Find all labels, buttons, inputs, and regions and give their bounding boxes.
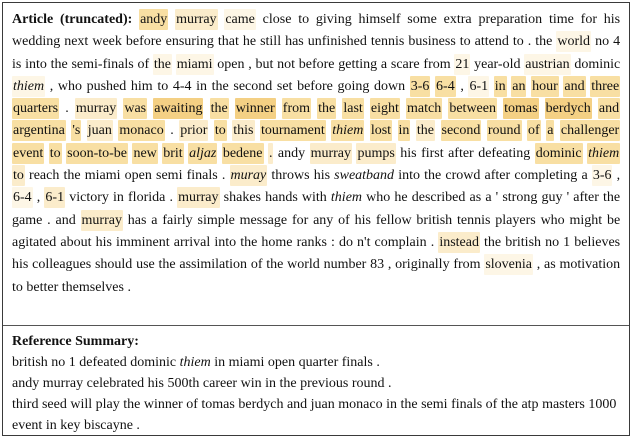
highlighted-token: between <box>448 98 497 119</box>
text-token: better <box>26 279 59 295</box>
text-token: close <box>262 12 292 27</box>
text-token: but <box>255 56 274 72</box>
text-token: fellow <box>375 212 412 228</box>
text-token: themselves <box>61 279 124 295</box>
text-token: miami <box>84 168 121 184</box>
text-token: . <box>169 190 173 206</box>
text-token: open <box>124 168 152 184</box>
summary-section <box>3 326 629 442</box>
text-token: is <box>12 56 22 72</box>
text-token: no <box>545 234 560 250</box>
highlighted-token: new <box>132 143 157 164</box>
text-token: the <box>211 78 229 94</box>
highlighted-token: muray <box>230 165 268 186</box>
highlighted-token: the <box>153 54 172 75</box>
highlighted-token: the <box>210 98 229 119</box>
text-token: going <box>337 78 370 94</box>
highlighted-token: 6-4 <box>12 187 33 208</box>
highlighted-token: and <box>598 98 620 119</box>
highlighted-token: murray <box>75 98 117 119</box>
highlighted-token: last <box>342 98 363 119</box>
text-token: in <box>45 418 57 433</box>
text-token: the <box>279 376 297 391</box>
text-token: into <box>25 56 47 72</box>
text-token: who <box>366 190 391 206</box>
summary-sentence <box>12 352 620 373</box>
text-token: the <box>123 397 141 412</box>
text-token: to <box>12 279 23 295</box>
summary-label: Reference Summary: <box>12 334 139 349</box>
text-token: as <box>469 190 482 206</box>
highlighted-token: miami <box>176 54 214 75</box>
highlighted-token: brit <box>162 143 183 164</box>
highlighted-token: argentina <box>12 120 66 141</box>
text-token: finals <box>451 397 483 412</box>
highlighted-token: 21 <box>454 54 470 75</box>
text-token: from <box>423 56 451 72</box>
text-token: should <box>94 257 133 273</box>
text-token: he <box>394 190 408 206</box>
highlighted-token: was <box>123 98 147 119</box>
text-token: his <box>354 212 371 228</box>
text-token: about <box>60 234 92 250</box>
text-token: victory <box>69 190 109 206</box>
text-token: career <box>202 376 238 391</box>
text-token: down <box>373 78 406 94</box>
highlighted-token: to <box>214 120 227 141</box>
highlighted-token: 's <box>71 120 81 141</box>
text-token: time <box>548 12 574 27</box>
highlighted-token: murray <box>177 187 219 208</box>
text-token: 1000 <box>588 397 617 412</box>
text-token: getting <box>338 56 378 72</box>
text-token: his <box>400 145 417 161</box>
highlighted-token: event <box>12 143 44 164</box>
text-token: key <box>60 418 81 433</box>
highlighted-token: . <box>268 143 274 164</box>
text-token: . <box>170 123 174 139</box>
text-token: quarter <box>298 355 339 370</box>
text-token: his <box>12 257 29 273</box>
text-token: his <box>313 168 331 184</box>
text-token: monaco <box>338 397 383 412</box>
text-token: shakes <box>223 190 261 206</box>
text-token: originally <box>395 257 450 273</box>
text-token: round <box>351 376 385 391</box>
highlighted-token: tournament <box>260 120 326 141</box>
text-token: to <box>459 34 471 50</box>
text-token: in <box>386 397 397 412</box>
highlighted-token: a <box>546 120 554 141</box>
text-token: the <box>240 234 258 250</box>
text-token: will <box>70 397 93 412</box>
text-token: tennis <box>457 212 491 228</box>
text-token: set <box>276 78 293 94</box>
text-token: of <box>186 397 198 412</box>
highlighted-token: challenger <box>560 120 620 141</box>
text-token: . <box>430 234 435 250</box>
text-token: any <box>313 212 334 228</box>
highlighted-token: hour <box>531 76 559 97</box>
text-token: murray <box>42 376 84 391</box>
text-token: , <box>36 190 41 206</box>
text-token: in <box>214 355 226 370</box>
text-token: . <box>136 418 140 433</box>
text-token: that <box>217 34 239 50</box>
text-token: complain <box>374 234 427 250</box>
text-token: . <box>376 355 380 370</box>
text-token: who <box>540 212 565 228</box>
text-token: seed <box>41 397 67 412</box>
text-token: tomas <box>201 397 235 412</box>
text-token: of <box>338 212 350 228</box>
text-token: andy <box>277 145 306 161</box>
text-token: after <box>448 145 474 161</box>
highlighted-token: of <box>527 120 541 141</box>
highlighted-token: thiem <box>331 120 364 141</box>
text-token: winner <box>143 397 183 412</box>
text-token: players <box>495 212 536 228</box>
text-token: : <box>331 234 335 250</box>
text-token: might <box>569 212 603 228</box>
text-token: masters <box>542 397 585 412</box>
text-token: andy <box>12 376 40 391</box>
text-token: , <box>460 78 464 94</box>
highlighted-token: slovenia <box>484 254 533 275</box>
text-token: ' <box>566 190 570 206</box>
text-token: the <box>424 168 442 184</box>
text-token: himself <box>358 12 401 27</box>
text-token: event <box>12 418 43 433</box>
highlighted-token: this <box>232 120 254 141</box>
text-token: colleagues <box>32 257 92 273</box>
text-token: for <box>580 12 597 27</box>
text-token: . <box>527 34 532 50</box>
highlighted-token: from <box>282 98 311 119</box>
text-token: british <box>505 234 542 250</box>
text-token: the <box>603 190 621 206</box>
highlighted-token: 3-6 <box>592 165 613 186</box>
text-token: n't <box>357 234 371 250</box>
highlighted-token: the <box>416 120 435 141</box>
text-token: no <box>51 355 66 370</box>
text-token: week <box>92 34 122 50</box>
text-token: and <box>55 212 76 228</box>
text-token: , <box>49 78 54 94</box>
highlighted-token: and <box>563 76 585 97</box>
text-token: before <box>298 56 335 72</box>
text-token: be <box>607 212 621 228</box>
text-token: before <box>125 34 162 50</box>
text-token: number <box>323 257 367 273</box>
text-token: his <box>603 12 621 27</box>
text-token: ' <box>495 190 499 206</box>
text-token: strong <box>502 190 538 206</box>
text-token: finals <box>186 168 218 184</box>
text-token: a <box>581 168 588 184</box>
highlighted-token: in <box>494 76 507 97</box>
text-token: semi <box>421 397 448 412</box>
highlighted-token: murray <box>175 9 217 30</box>
highlighted-token: thiem <box>587 143 620 164</box>
highlighted-token: thiem <box>12 76 45 97</box>
highlighted-token: three <box>590 76 620 97</box>
text-token: to <box>298 12 310 27</box>
highlighted-token: lost <box>370 120 392 141</box>
text-token: . <box>387 376 392 391</box>
text-token: game <box>12 212 43 228</box>
text-token: 4-4 <box>172 78 192 94</box>
highlighted-token: world <box>556 31 591 52</box>
text-token: with <box>301 190 327 206</box>
text-token: crowd <box>445 168 481 184</box>
text-token: use <box>136 257 155 273</box>
text-token: first <box>421 145 444 161</box>
text-token: , <box>248 56 252 72</box>
highlighted-token: tomas <box>503 98 538 119</box>
text-token: from <box>453 257 481 273</box>
text-token: of <box>137 56 150 72</box>
text-token: believes <box>574 234 621 250</box>
text-token: win <box>240 376 262 391</box>
text-token: of <box>485 397 498 412</box>
highlighted-token: murray <box>310 143 352 164</box>
text-token: next <box>64 34 89 50</box>
highlighted-token: 6-1 <box>44 187 65 208</box>
text-token: business <box>408 34 456 50</box>
highlighted-token: murray <box>81 210 123 231</box>
highlighted-token: dominic <box>535 143 583 164</box>
text-token: in <box>196 78 208 94</box>
text-token: florida <box>128 190 166 206</box>
text-token: dominic <box>574 56 621 72</box>
text-token: berdych <box>238 397 284 412</box>
text-token: 1 <box>68 355 76 370</box>
text-token: the <box>63 168 81 184</box>
text-token: hands <box>265 190 298 206</box>
text-token: the <box>484 234 502 250</box>
text-token: no <box>595 34 610 50</box>
highlighted-token: to <box>49 143 62 164</box>
text-token: still <box>260 34 282 50</box>
highlighted-token: match <box>406 98 442 119</box>
highlighted-token: prior <box>179 120 208 141</box>
text-token: 1 <box>563 234 571 250</box>
text-token: throws <box>271 168 310 184</box>
text-token: preparation <box>478 12 543 27</box>
text-token: completing <box>514 168 578 184</box>
text-token: has <box>285 34 304 50</box>
highlighted-token: the <box>317 98 336 119</box>
highlighted-token: eight <box>370 98 400 119</box>
text-token: not <box>277 56 296 72</box>
text-token: attend <box>474 34 509 50</box>
text-token: home <box>261 234 293 250</box>
text-token: third <box>12 397 39 412</box>
highlighted-token: austrian <box>524 54 570 75</box>
text-token: thiem <box>179 355 211 370</box>
text-token: fairly <box>162 212 193 228</box>
text-token: pushed <box>86 78 127 94</box>
summary-sentence <box>12 373 620 394</box>
highlighted-token: 6-4 <box>435 76 456 97</box>
text-token: agitated <box>12 234 57 250</box>
text-token: some <box>407 12 437 27</box>
text-token: do <box>338 234 353 250</box>
text-token: into <box>214 234 237 250</box>
text-token: motivation <box>559 257 621 273</box>
text-token: after <box>573 190 599 206</box>
text-token: as <box>544 257 556 273</box>
text-token: imminent <box>116 234 170 250</box>
article-label: Article (truncated): <box>12 12 133 27</box>
text-token: finals <box>341 355 373 370</box>
text-token: unfinished <box>307 34 367 50</box>
text-token: a <box>485 190 492 206</box>
text-token: dominic <box>130 355 177 370</box>
text-token: british <box>12 355 48 370</box>
highlighted-token: aljaz <box>188 143 217 164</box>
text-token: tennis <box>370 34 405 50</box>
text-token: described <box>411 190 466 206</box>
text-token: miami <box>228 355 265 370</box>
text-token: guy <box>541 190 563 206</box>
text-token: . <box>127 279 131 295</box>
highlighted-token: came <box>224 9 256 30</box>
text-token: play <box>95 397 120 412</box>
text-token: semi-finals <box>71 56 134 72</box>
text-token: his <box>147 376 165 391</box>
text-token: atp <box>521 397 539 412</box>
text-token: into <box>398 168 420 184</box>
figure-panel <box>2 2 630 436</box>
text-token: defeating <box>478 145 531 161</box>
text-token: scare <box>390 56 420 72</box>
text-token: , <box>387 257 392 273</box>
text-token: , <box>616 168 621 184</box>
highlighted-token: berdych <box>545 98 592 119</box>
text-token: to <box>157 78 169 94</box>
highlighted-token: in <box>398 120 411 141</box>
text-token: and <box>286 397 308 412</box>
highlighted-token: second <box>441 120 482 141</box>
text-token: the <box>50 56 68 72</box>
text-token: british <box>416 212 453 228</box>
text-token: previous <box>300 376 349 391</box>
article-tokens <box>12 9 620 295</box>
text-token: ensuring <box>165 34 214 50</box>
highlighted-token: 3-6 <box>410 76 431 97</box>
text-token: the <box>535 34 553 50</box>
text-token: . <box>221 168 226 184</box>
highlighted-token: instead <box>438 232 480 253</box>
text-token: assimilation <box>179 257 248 273</box>
text-token: semi <box>156 168 183 184</box>
text-token: after <box>484 168 511 184</box>
text-token: a <box>380 56 388 72</box>
highlighted-token: juan <box>87 120 113 141</box>
text-token: giving <box>315 12 352 27</box>
text-token: in <box>265 376 276 391</box>
text-token: of <box>250 257 263 273</box>
article-section <box>3 3 629 325</box>
text-token: who <box>57 78 82 94</box>
text-token: his <box>95 234 112 250</box>
text-token: year-old <box>474 56 521 72</box>
text-token: before <box>297 78 333 94</box>
text-token: the <box>400 397 418 412</box>
text-token: world <box>287 257 320 273</box>
text-token: in <box>113 190 124 206</box>
highlighted-token: winner <box>235 98 276 119</box>
text-token: ranks <box>296 234 327 250</box>
text-token: he <box>242 34 257 50</box>
text-token: the <box>158 257 176 273</box>
text-token: thiem <box>330 190 363 206</box>
text-token: open <box>217 56 245 72</box>
text-token: to <box>512 34 524 50</box>
text-token: second <box>233 78 273 94</box>
text-token: the <box>266 257 284 273</box>
text-token: juan <box>310 397 335 412</box>
text-token: open <box>267 355 296 370</box>
summary-sentence <box>12 394 620 436</box>
text-token: sweatband <box>334 168 395 184</box>
highlighted-token: bedene <box>222 143 264 164</box>
text-token: 4 <box>613 34 621 50</box>
text-token: 500th <box>167 376 200 391</box>
text-token: 83 <box>370 257 385 273</box>
highlighted-token: an <box>511 76 526 97</box>
highlighted-token: round <box>487 120 522 141</box>
highlighted-token: monaco <box>118 120 164 141</box>
text-token: a <box>151 212 158 228</box>
text-token: celebrated <box>86 376 145 391</box>
text-token: arrival <box>173 234 211 250</box>
text-token: has <box>127 212 147 228</box>
text-token: message <box>239 212 288 228</box>
text-token: simple <box>197 212 235 228</box>
text-token: for <box>291 212 309 228</box>
text-token: defeated <box>79 355 127 370</box>
summary-lines <box>12 352 620 436</box>
text-token: reach <box>29 168 60 184</box>
highlighted-token: 6-1 <box>468 76 489 97</box>
highlighted-token: pumps <box>356 143 395 164</box>
text-token: him <box>130 78 153 94</box>
text-token: biscayne <box>83 418 133 433</box>
text-token: wedding <box>12 34 61 50</box>
text-token: . <box>47 212 51 228</box>
highlighted-token: soon-to-be <box>66 143 128 164</box>
highlighted-token: awaiting <box>153 98 203 119</box>
text-token: , <box>536 257 541 273</box>
highlighted-token: to <box>12 165 25 186</box>
highlighted-token: andy <box>139 9 168 30</box>
text-token: . <box>65 101 69 117</box>
highlighted-token: quarters <box>12 98 59 119</box>
text-token: extra <box>443 12 472 27</box>
text-token: the <box>500 397 518 412</box>
